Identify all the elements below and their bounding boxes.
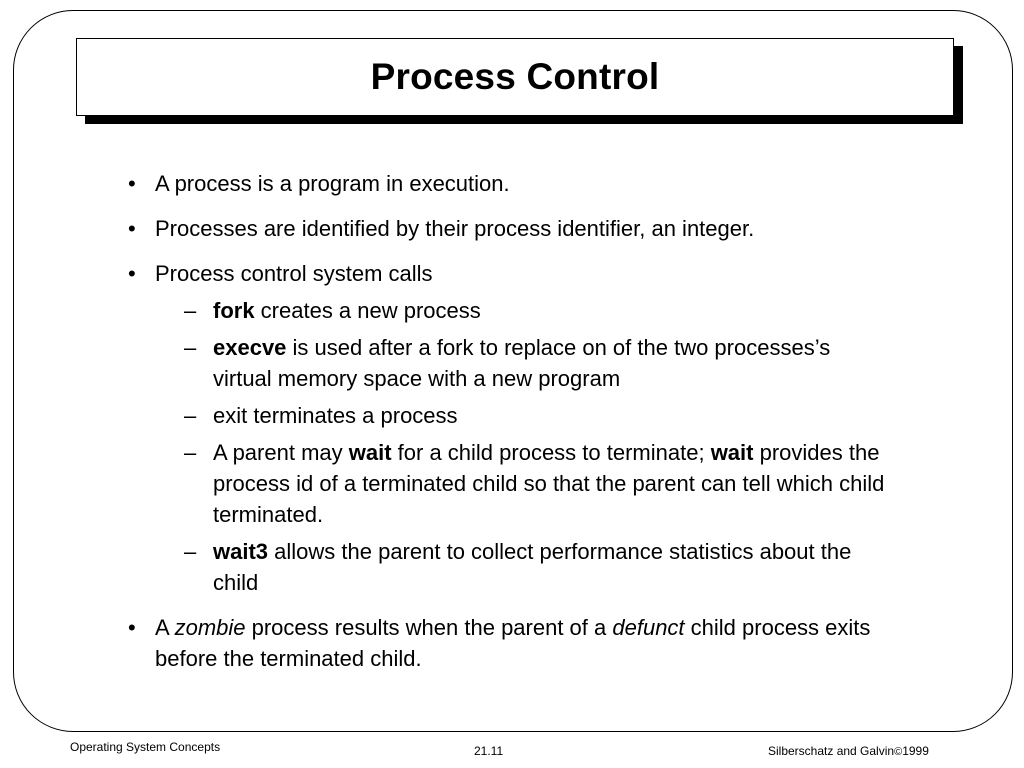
sub-item-execve (157, 332, 888, 394)
bullet-item (128, 258, 888, 598)
sub-text: A parent may (213, 440, 349, 465)
keyword-wait3: wait3 (213, 539, 269, 564)
title-box (76, 38, 954, 116)
sub-text: provides the process id of a terminated child so that the parent can tell which child terminated. (213, 440, 885, 527)
term-defunct: defunct (612, 615, 685, 640)
sub-text: allows the parent to collect performance statistics about the child (213, 539, 852, 595)
bullet-icon: • (128, 261, 136, 286)
bullet-text: Process control system calls (155, 261, 433, 286)
sub-text: creates a new process (254, 298, 481, 323)
sub-text: for a child process to terminate; (391, 440, 711, 465)
bullet-icon: • (128, 171, 136, 196)
bullet-icon: • (128, 216, 136, 241)
bullet-text: child process exits before the terminated child. (155, 615, 871, 671)
term-zombie: zombie (174, 615, 246, 640)
bullet-text: A process is a program in execution. (155, 171, 510, 196)
slide-title: Process Control (370, 56, 660, 97)
keyword-fork: fork (213, 298, 255, 323)
sub-item-wait (157, 437, 888, 530)
bullet-icon: • (128, 615, 136, 640)
sub-item-fork (157, 295, 888, 326)
dash-icon: – (184, 539, 197, 564)
sub-text: exit terminates a process (213, 403, 458, 428)
copyright-icon: © (894, 746, 903, 758)
sub-item-exit (157, 400, 888, 431)
dash-icon: – (184, 298, 197, 323)
footer-page-number: 21.11 (474, 744, 504, 758)
footer-book-title: Operating System Concepts (70, 740, 221, 754)
footer-authors-text: Silberschatz and Galvin (768, 744, 895, 758)
dash-icon: – (184, 440, 197, 465)
bullet-item (128, 168, 888, 199)
keyword-wait: wait (710, 440, 754, 465)
sub-list (157, 295, 888, 598)
bullet-text: Processes are identified by their process identifier, an integer. (155, 216, 755, 241)
keyword-execve: execve (213, 335, 287, 360)
sub-item-wait3 (157, 536, 888, 598)
bullet-item (128, 612, 888, 674)
dash-icon: – (184, 403, 197, 428)
slide-content (128, 168, 888, 688)
footer-authors (768, 744, 929, 758)
bullet-item (128, 213, 888, 244)
keyword-wait: wait (348, 440, 392, 465)
footer-year: 1999 (902, 744, 929, 758)
sub-text: is used after a fork to replace on of the two processes’s virtual memory space with a new program (213, 335, 831, 391)
bullet-text: process results when the parent of a (245, 615, 613, 640)
dash-icon: – (184, 335, 197, 360)
bullet-text: A (155, 615, 175, 640)
